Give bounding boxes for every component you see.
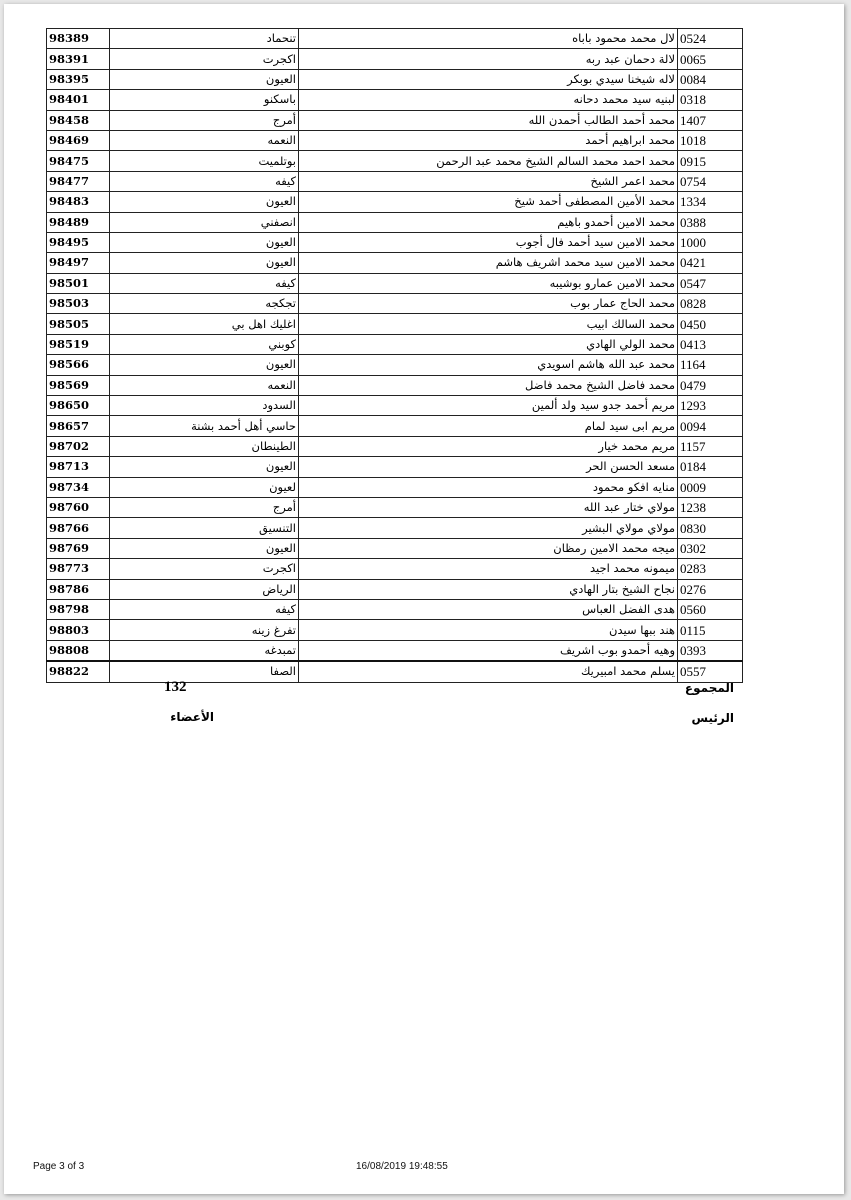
member-name-cell: ميجه محمد الامين رمظان [299,538,678,558]
member-number-cell: 98401 [47,90,110,110]
location-cell: تمبدغه [110,640,299,661]
member-number-cell: 98501 [47,273,110,293]
table-row [47,151,743,171]
document-page [4,4,844,1194]
code-cell: 0388 [678,212,743,232]
location-cell: اكجرت [110,49,299,69]
table-row [47,355,743,375]
table-row [47,130,743,150]
member-name-cell: مريم محمد خيار [299,436,678,456]
code-cell: 0094 [678,416,743,436]
member-number-cell: 98822 [47,661,110,682]
member-name-cell: محمد السالك ابيب [299,314,678,334]
table-row [47,477,743,497]
member-number-cell: 98650 [47,396,110,416]
table-row [47,416,743,436]
code-cell: 0450 [678,314,743,334]
member-name-cell: يسلم محمد امبيريك [299,661,678,682]
table-row [47,559,743,579]
table-row [47,29,743,49]
location-cell: كيفه [110,599,299,619]
member-number-cell: 98458 [47,110,110,130]
member-number-cell: 98505 [47,314,110,334]
code-cell: 1334 [678,192,743,212]
members-table [46,28,743,683]
member-number-cell: 98489 [47,212,110,232]
code-cell: 0115 [678,620,743,640]
code-cell: 0560 [678,599,743,619]
member-name-cell: محمد اعمر الشيخ [299,171,678,191]
location-cell: التنسيق [110,518,299,538]
location-cell: تنحماد [110,29,299,49]
member-number-cell: 98469 [47,130,110,150]
member-number-cell: 98798 [47,599,110,619]
member-number-cell: 98702 [47,436,110,456]
member-number-cell: 98734 [47,477,110,497]
code-cell: 0828 [678,294,743,314]
member-number-cell: 98760 [47,497,110,517]
member-number-cell: 98477 [47,171,110,191]
location-cell: تجكجه [110,294,299,314]
member-name-cell: محمد احمد محمد السالم الشيخ محمد عبد الرحمن [299,151,678,171]
location-cell: العيون [110,355,299,375]
member-name-cell: محمد عبد الله هاشم اسويدي [299,355,678,375]
member-number-cell: 98566 [47,355,110,375]
member-name-cell: نجاح الشيخ بتار الهادي [299,579,678,599]
table-row [47,497,743,517]
member-name-cell: مولاي مولاي البشير [299,518,678,538]
print-timestamp: 16/08/2019 19:48:55 [356,1161,448,1172]
code-cell: 0393 [678,640,743,661]
table-row [47,273,743,293]
member-name-cell: محمد الامين عمارو بوشيبه [299,273,678,293]
member-number-cell: 98495 [47,232,110,252]
code-cell: 0421 [678,253,743,273]
location-cell: كوبني [110,334,299,354]
table-row [47,294,743,314]
code-cell: 0557 [678,661,743,682]
code-cell: 0830 [678,518,743,538]
code-cell: 1018 [678,130,743,150]
location-cell: حاسي أهل أحمد بشنة [110,416,299,436]
location-cell: العيون [110,69,299,89]
code-cell: 1293 [678,396,743,416]
member-number-cell: 98803 [47,620,110,640]
code-cell: 0184 [678,457,743,477]
total-value: 132 [164,679,187,695]
table-row [47,232,743,252]
code-cell: 0065 [678,49,743,69]
location-cell: الطينطان [110,436,299,456]
location-cell: العيون [110,253,299,273]
code-cell: 0283 [678,559,743,579]
code-cell: 0084 [678,69,743,89]
location-cell: العيون [110,232,299,252]
code-cell: 0547 [678,273,743,293]
member-number-cell: 98395 [47,69,110,89]
table-row [47,538,743,558]
table-row [47,436,743,456]
member-number-cell: 98808 [47,640,110,661]
page-number: Page 3 of 3 [33,1161,85,1172]
member-name-cell: منايه افكو محمود [299,477,678,497]
table-row [47,457,743,477]
member-name-cell: محمد الأمين المصطفى أحمد شيخ [299,192,678,212]
member-number-cell: 98766 [47,518,110,538]
member-number-cell: 98519 [47,334,110,354]
location-cell: باسكنو [110,90,299,110]
location-cell: اغليك اهل بي [110,314,299,334]
location-cell: بوتلميت [110,151,299,171]
member-name-cell: مريم ابى سيد لمام [299,416,678,436]
location-cell: الرياض [110,579,299,599]
table-row [47,334,743,354]
location-cell: الصفا [110,661,299,682]
table-row [47,192,743,212]
table-row [47,49,743,69]
table-row [47,661,743,682]
code-cell: 0524 [678,29,743,49]
location-cell: العيون [110,538,299,558]
location-cell: العيون [110,457,299,477]
location-cell: النعمه [110,375,299,395]
table-row [47,110,743,130]
member-name-cell: محمد الامين سيد محمد اشريف هاشم [299,253,678,273]
table-row [47,171,743,191]
location-cell: انصفني [110,212,299,232]
president-signature-label: الرئيس [691,711,734,725]
member-number-cell: 98786 [47,579,110,599]
location-cell: لعيون [110,477,299,497]
code-cell: 0318 [678,90,743,110]
code-cell: 0302 [678,538,743,558]
location-cell: السدود [110,396,299,416]
member-name-cell: محمد الامين سيد أحمد فال أجوب [299,232,678,252]
location-cell: تفرغ زينه [110,620,299,640]
code-cell: 0479 [678,375,743,395]
table-row [47,375,743,395]
member-name-cell: مريم أحمد جدو سيد ولد ألمين [299,396,678,416]
member-name-cell: محمد فاضل الشيخ محمد فاضل [299,375,678,395]
member-name-cell: وهيه أحمدو بوب اشريف [299,640,678,661]
member-name-cell: ميمونه محمد اجيد [299,559,678,579]
location-cell: كيفه [110,273,299,293]
member-name-cell: لاله شيخنا سيدي بوبكر [299,69,678,89]
member-number-cell: 98769 [47,538,110,558]
table-row [47,69,743,89]
table-row [47,579,743,599]
member-name-cell: مولاي ختار عبد الله [299,497,678,517]
member-name-cell: لبنيه سيد محمد دحانه [299,90,678,110]
member-number-cell: 98391 [47,49,110,69]
member-number-cell: 98497 [47,253,110,273]
member-number-cell: 98503 [47,294,110,314]
location-cell: اكجرت [110,559,299,579]
table-row [47,212,743,232]
member-name-cell: لال محمد محمود باباه [299,29,678,49]
member-name-cell: هدى الفضل العباس [299,599,678,619]
member-name-cell: محمد الامين أحمدو باهيم [299,212,678,232]
member-name-cell: محمد الولي الهادي [299,334,678,354]
code-cell: 1407 [678,110,743,130]
member-name-cell: محمد ابراهيم أحمد [299,130,678,150]
table-row [47,599,743,619]
table-row [47,620,743,640]
code-cell: 1000 [678,232,743,252]
code-cell: 0754 [678,171,743,191]
member-name-cell: هند ببها سيدن [299,620,678,640]
members-table-body [47,29,743,683]
table-row [47,396,743,416]
total-label: المجموع [684,681,734,695]
location-cell: النعمه [110,130,299,150]
location-cell: كيفه [110,171,299,191]
table-row [47,640,743,661]
member-number-cell: 98483 [47,192,110,212]
code-cell: 1157 [678,436,743,456]
member-name-cell: لالة دحمان عبد ربه [299,49,678,69]
members-signature-label: الأعضاء [170,710,214,724]
code-cell: 0009 [678,477,743,497]
code-cell: 0915 [678,151,743,171]
code-cell: 0413 [678,334,743,354]
member-name-cell: محمد أحمد الطالب أحمدن الله [299,110,678,130]
location-cell: العيون [110,192,299,212]
table-row [47,518,743,538]
member-number-cell: 98475 [47,151,110,171]
code-cell: 0276 [678,579,743,599]
table-row [47,90,743,110]
code-cell: 1238 [678,497,743,517]
member-number-cell: 98713 [47,457,110,477]
location-cell: أمرج [110,497,299,517]
table-row [47,253,743,273]
code-cell: 1164 [678,355,743,375]
member-name-cell: محمد الحاج عمار بوب [299,294,678,314]
table-row [47,314,743,334]
member-number-cell: 98569 [47,375,110,395]
location-cell: أمرج [110,110,299,130]
member-name-cell: مسعد الحسن الحر [299,457,678,477]
member-number-cell: 98657 [47,416,110,436]
member-number-cell: 98389 [47,29,110,49]
member-number-cell: 98773 [47,559,110,579]
